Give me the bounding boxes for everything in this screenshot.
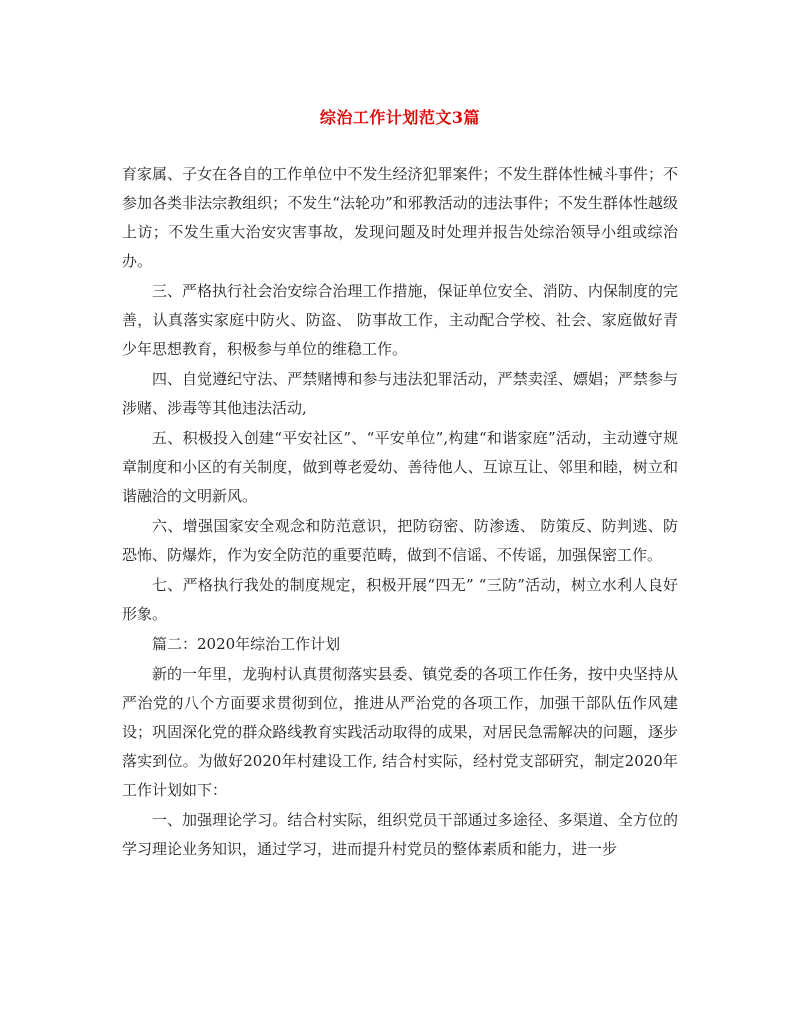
paragraph: 四、自觉遵纪守法、严禁赌博和参与违法犯罪活动，严禁卖淫、嫖娼；严禁参与涉赌、涉毒等其他违法活动, — [122, 370, 678, 417]
paragraph: 五、积极投入创建“平安社区”、“平安单位”,构建“和谐家庭”活动，主动遵守规章制度和小区的有关制度，做到尊老爱幼、善待他人、互谅互让、邻里和睦，树立和谐融洽的文明新风。 — [122, 429, 678, 505]
paragraph: 七、严格执行我处的制度规定，积极开展“四无” “三防”活动，树立水利人良好形象。 — [122, 576, 678, 623]
paragraph: 三、严格执行社会治安综合治理工作措施，保证单位安全、消防、内保制度的完善，认真落实家庭中防火、防盗、 防事故工作，主动配合学校、社会、家庭做好青少年思想教育，积极参与单位的维稳工作。 — [122, 282, 678, 358]
document-body — [122, 160, 678, 865]
paragraph: 育家属、子女在各自的工作单位中不发生经济犯罪案件；不发生群体性械斗事件；不参加各类非法宗教组织；不发生“法轮功”和邪教活动的违法事件；不发生群体性越级上访；不发生重大治安灾害事故，发现问题及时处理并报告处综治领导小组或综治办。 — [122, 165, 678, 270]
document-title: 综治工作计划范文3篇 — [319, 108, 481, 127]
paragraph: 一、加强理论学习。结合村实际，组织党员干部通过多途径、多渠道、全方位的学习理论业务知识，通过学习，进而提升村党员的整体素质和能力，进一步 — [122, 811, 678, 858]
paragraph: 六、增强国家安全观念和防范意识，把防窃密、防渗透、 防策反、防判逃、防恐怖、防爆炸，作为安全防范的重要范畴，做到不信谣、不传谣，加强保密工作。 — [122, 517, 678, 564]
section-heading: 篇二：2020年综治工作计划 — [152, 635, 341, 653]
paragraph: 新的一年里，龙驹村认真贯彻落实县委、镇党委的各项工作任务，按中央坚持从严治党的八个方面要求贯彻到位，推进从严治党的各项工作，加强干部队伍作风建设；巩固深化党的群众路线教育实践活动取得的成果，对居民急需解决的问题，逐步落实到位。为做好2020年村建设工作, 结合村实际，经村党支部研究，制定2020年工作计划如下： — [122, 665, 678, 799]
